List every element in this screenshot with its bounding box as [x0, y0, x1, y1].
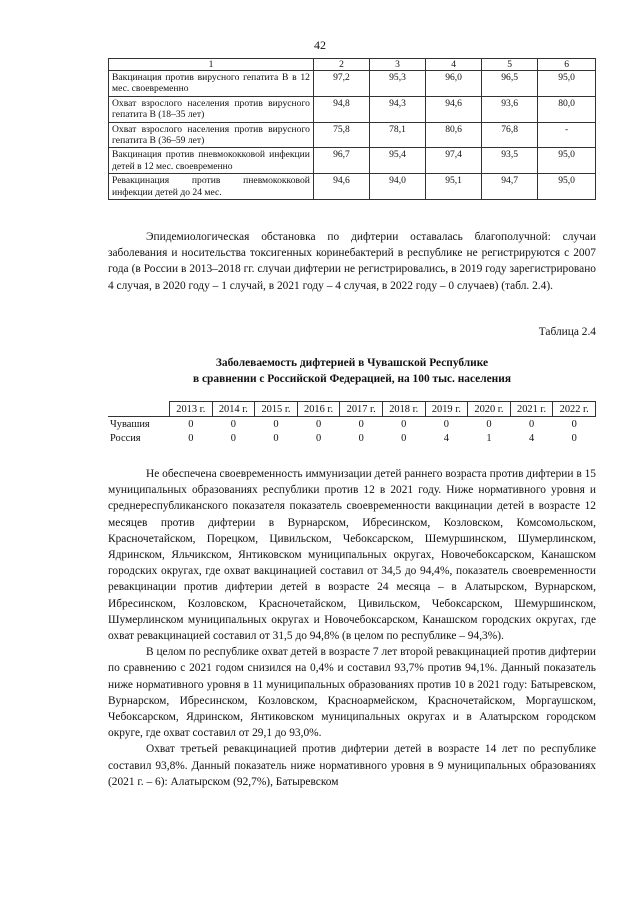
table-cell: 0: [315, 418, 322, 430]
table-cell: 80,0: [538, 96, 596, 122]
table-cell: 95,0: [538, 71, 596, 97]
table-row: [109, 122, 596, 148]
table-cell: 0: [188, 418, 194, 430]
table-cell: -: [538, 122, 596, 148]
year-header: 2013 г.: [170, 402, 213, 417]
row-label: Охват взрослого населения против вирусного гепатита В (36–59 лет): [109, 122, 314, 148]
empty-header-cell: [108, 402, 170, 417]
page-number: 42: [314, 38, 326, 52]
column-header: 6: [538, 59, 596, 71]
paragraph-text: Эпидемиологическая обстановка по дифтерии оставалась благополучной: случаи заболевания и носительства токсигенных коринебактерий в республике не регистрируются с 2007 года (в России в 2013–2018 гг. случаи дифтерии не регистрировались, в 2019 году зарегистрировано 4 случая, в 2020 году – 1 случай, в 2021 году – 4 случая, в 2022 году – 0 случаев) (табл. 2.4).: [108, 231, 596, 292]
table-row: [109, 174, 596, 200]
table-title: [108, 355, 596, 387]
year-header: 2021 г.: [510, 402, 553, 417]
table-cell: 0: [443, 418, 449, 430]
year-header: 2017 г.: [340, 402, 383, 417]
year-header: 2019 г.: [425, 402, 468, 417]
body-text: [108, 466, 596, 790]
paragraph-diphtheria-situation: [108, 229, 596, 294]
table-cell: 94,6: [313, 174, 369, 200]
year-header: 2022 г.: [553, 402, 596, 417]
year-header: 2015 г.: [255, 402, 298, 417]
table-cell: 93,5: [482, 148, 538, 174]
diphtheria-incidence-table: [108, 401, 596, 445]
table-cell: 95,3: [370, 71, 426, 97]
table-cell: 94,0: [370, 174, 426, 200]
table-cell: 0: [230, 418, 236, 430]
table-cell: 97,4: [426, 148, 482, 174]
table-cell: 94,6: [426, 96, 482, 122]
row-label: Ревакцинация против пневмококковой инфекции детей до 24 мес.: [109, 174, 314, 200]
column-header: 4: [426, 59, 482, 71]
row-label: Вакцинация против пневмококковой инфекции детей в 12 мес. своевременно: [109, 148, 314, 174]
table-cell: 4: [528, 432, 535, 444]
row-label: Охват взрослого населения против вирусного гепатита В (18–35 лет): [109, 96, 314, 122]
paragraph-revaccination-7y: В целом по республике охват детей в возрасте 7 лет второй ревакцинацией против дифтерии по сравнению с 2021 годом снизился на 0,4% и составил 93,7% против 94,1%. Данный показатель ниже нормативного уровня в 11 муниципальных образованиях против 10 в 2021 году: Батыревском, Вурнарском, Ибресинском, Козловском, Красноармейском, Красночетайском, Моргаушском, Чебоксарском, Ядринском, Янтиковском муниципальных округах и в Алатырском городском округе, где охват составил от 29,1 до 93,0%.: [108, 646, 596, 740]
table-cell: 94,3: [370, 96, 426, 122]
year-header: 2016 г.: [297, 402, 340, 417]
table-cell: 75,8: [313, 122, 369, 148]
table-cell: 0: [188, 432, 194, 444]
table-cell: 0: [358, 432, 364, 444]
column-header: 3: [370, 59, 426, 71]
table-header-row: [108, 402, 596, 417]
table-cell: 80,6: [426, 122, 482, 148]
table-cell: 4: [443, 432, 449, 444]
table-cell: 0: [230, 432, 236, 444]
table-cell: 78,1: [370, 122, 426, 148]
row-label: Россия: [110, 432, 141, 444]
column-header: 2: [313, 59, 369, 71]
table-cell: 97,2: [313, 71, 369, 97]
paragraph-revaccination-14y: Охват третьей ревакцинацией против дифтерии детей в возрасте 14 лет по республике составил 93,8%. Данный показатель ниже нормативного уровня в 9 муниципальных образованиях (2021 г. – 6): Алатырском (92,7%), Батыревском: [108, 743, 596, 788]
table-cell: 94,8: [313, 96, 369, 122]
table-cell: 95,1: [426, 174, 482, 200]
table-row: [109, 148, 596, 174]
table-row: [108, 417, 596, 432]
table-row: [108, 431, 596, 445]
row-label: Вакцинация против вирусного гепатита В в 12 мес. своевременно: [109, 71, 314, 97]
table-title-line: Заболеваемость дифтерией в Чувашской Республике: [215, 357, 489, 369]
paragraph-timeliness: Не обеспечена своевременность иммунизации детей раннего возраста против дифтерии в 15 муниципальных образованиях республики против 12 в 2021 году. Ниже нормативного уровня и среднереспубликанского показателя показатель своевременности вакцинации детей в возрасте 12 месяцев против дифтерии в Вурнарском, Ибресинском, Козловском, Комсомольском, Красночетайском, Порецком, Цивильском, Чебоксарском, Шемуршинском, Шумерлинском, Ядринском, Яльчикском, Янтиковском муниципальных округах, Новочебоксарском, Канашском городских округах, где охват вакцинацией составил от 34,5 до 94,4%, показатель своевременности ревакцинации против дифтерии детей в возрасте 24 месяца – в Алатырском, Вурнарском, Ибресинском, Козловском, Красночетайском, Цивильском, Чебоксарском, Шемуршинском, Шумерлинском муниципальных округах и Новочебоксарском, Канашском городских округах, где охват ревакцинацией составил от 31,5 до 94,8% (в целом по республике – 94,3%).: [108, 468, 596, 643]
table-cell: 1: [486, 432, 492, 444]
table-cell: 93,6: [482, 96, 538, 122]
table-reference: Таблица 2.4: [538, 326, 596, 338]
table-cell: 76,8: [482, 122, 538, 148]
column-header: 5: [482, 59, 538, 71]
table-cell: 0: [358, 418, 364, 430]
year-header: 2018 г.: [382, 402, 425, 417]
table-title-line: в сравнении с Российской Федерацией, на 100 тыс. населения: [193, 373, 511, 385]
table-cell: 0: [273, 432, 279, 444]
table-row: [109, 96, 596, 122]
table-cell: 0: [571, 418, 577, 430]
table-cell: 95,0: [538, 174, 596, 200]
year-header: 2014 г.: [212, 402, 255, 417]
table-cell: 0: [401, 432, 407, 444]
year-header: 2020 г.: [468, 402, 511, 417]
column-header: 1: [109, 59, 314, 71]
table-row: [109, 71, 596, 97]
table-cell: 96,7: [313, 148, 369, 174]
table-cell: 95,4: [370, 148, 426, 174]
table-header-row: [109, 59, 596, 71]
vaccination-coverage-table: [108, 58, 596, 200]
table-cell: 96,5: [482, 71, 538, 97]
table-cell: 0: [273, 418, 279, 430]
table-cell: 95,0: [538, 148, 596, 174]
row-label: Чувашия: [110, 418, 150, 430]
table-cell: 94,7: [482, 174, 538, 200]
table-cell: 0: [401, 418, 407, 430]
table-cell: 0: [315, 432, 322, 444]
table-cell: 0: [571, 432, 577, 444]
table-cell: 96,0: [426, 71, 482, 97]
table-cell: 0: [528, 418, 535, 430]
table-cell: 0: [486, 418, 492, 430]
